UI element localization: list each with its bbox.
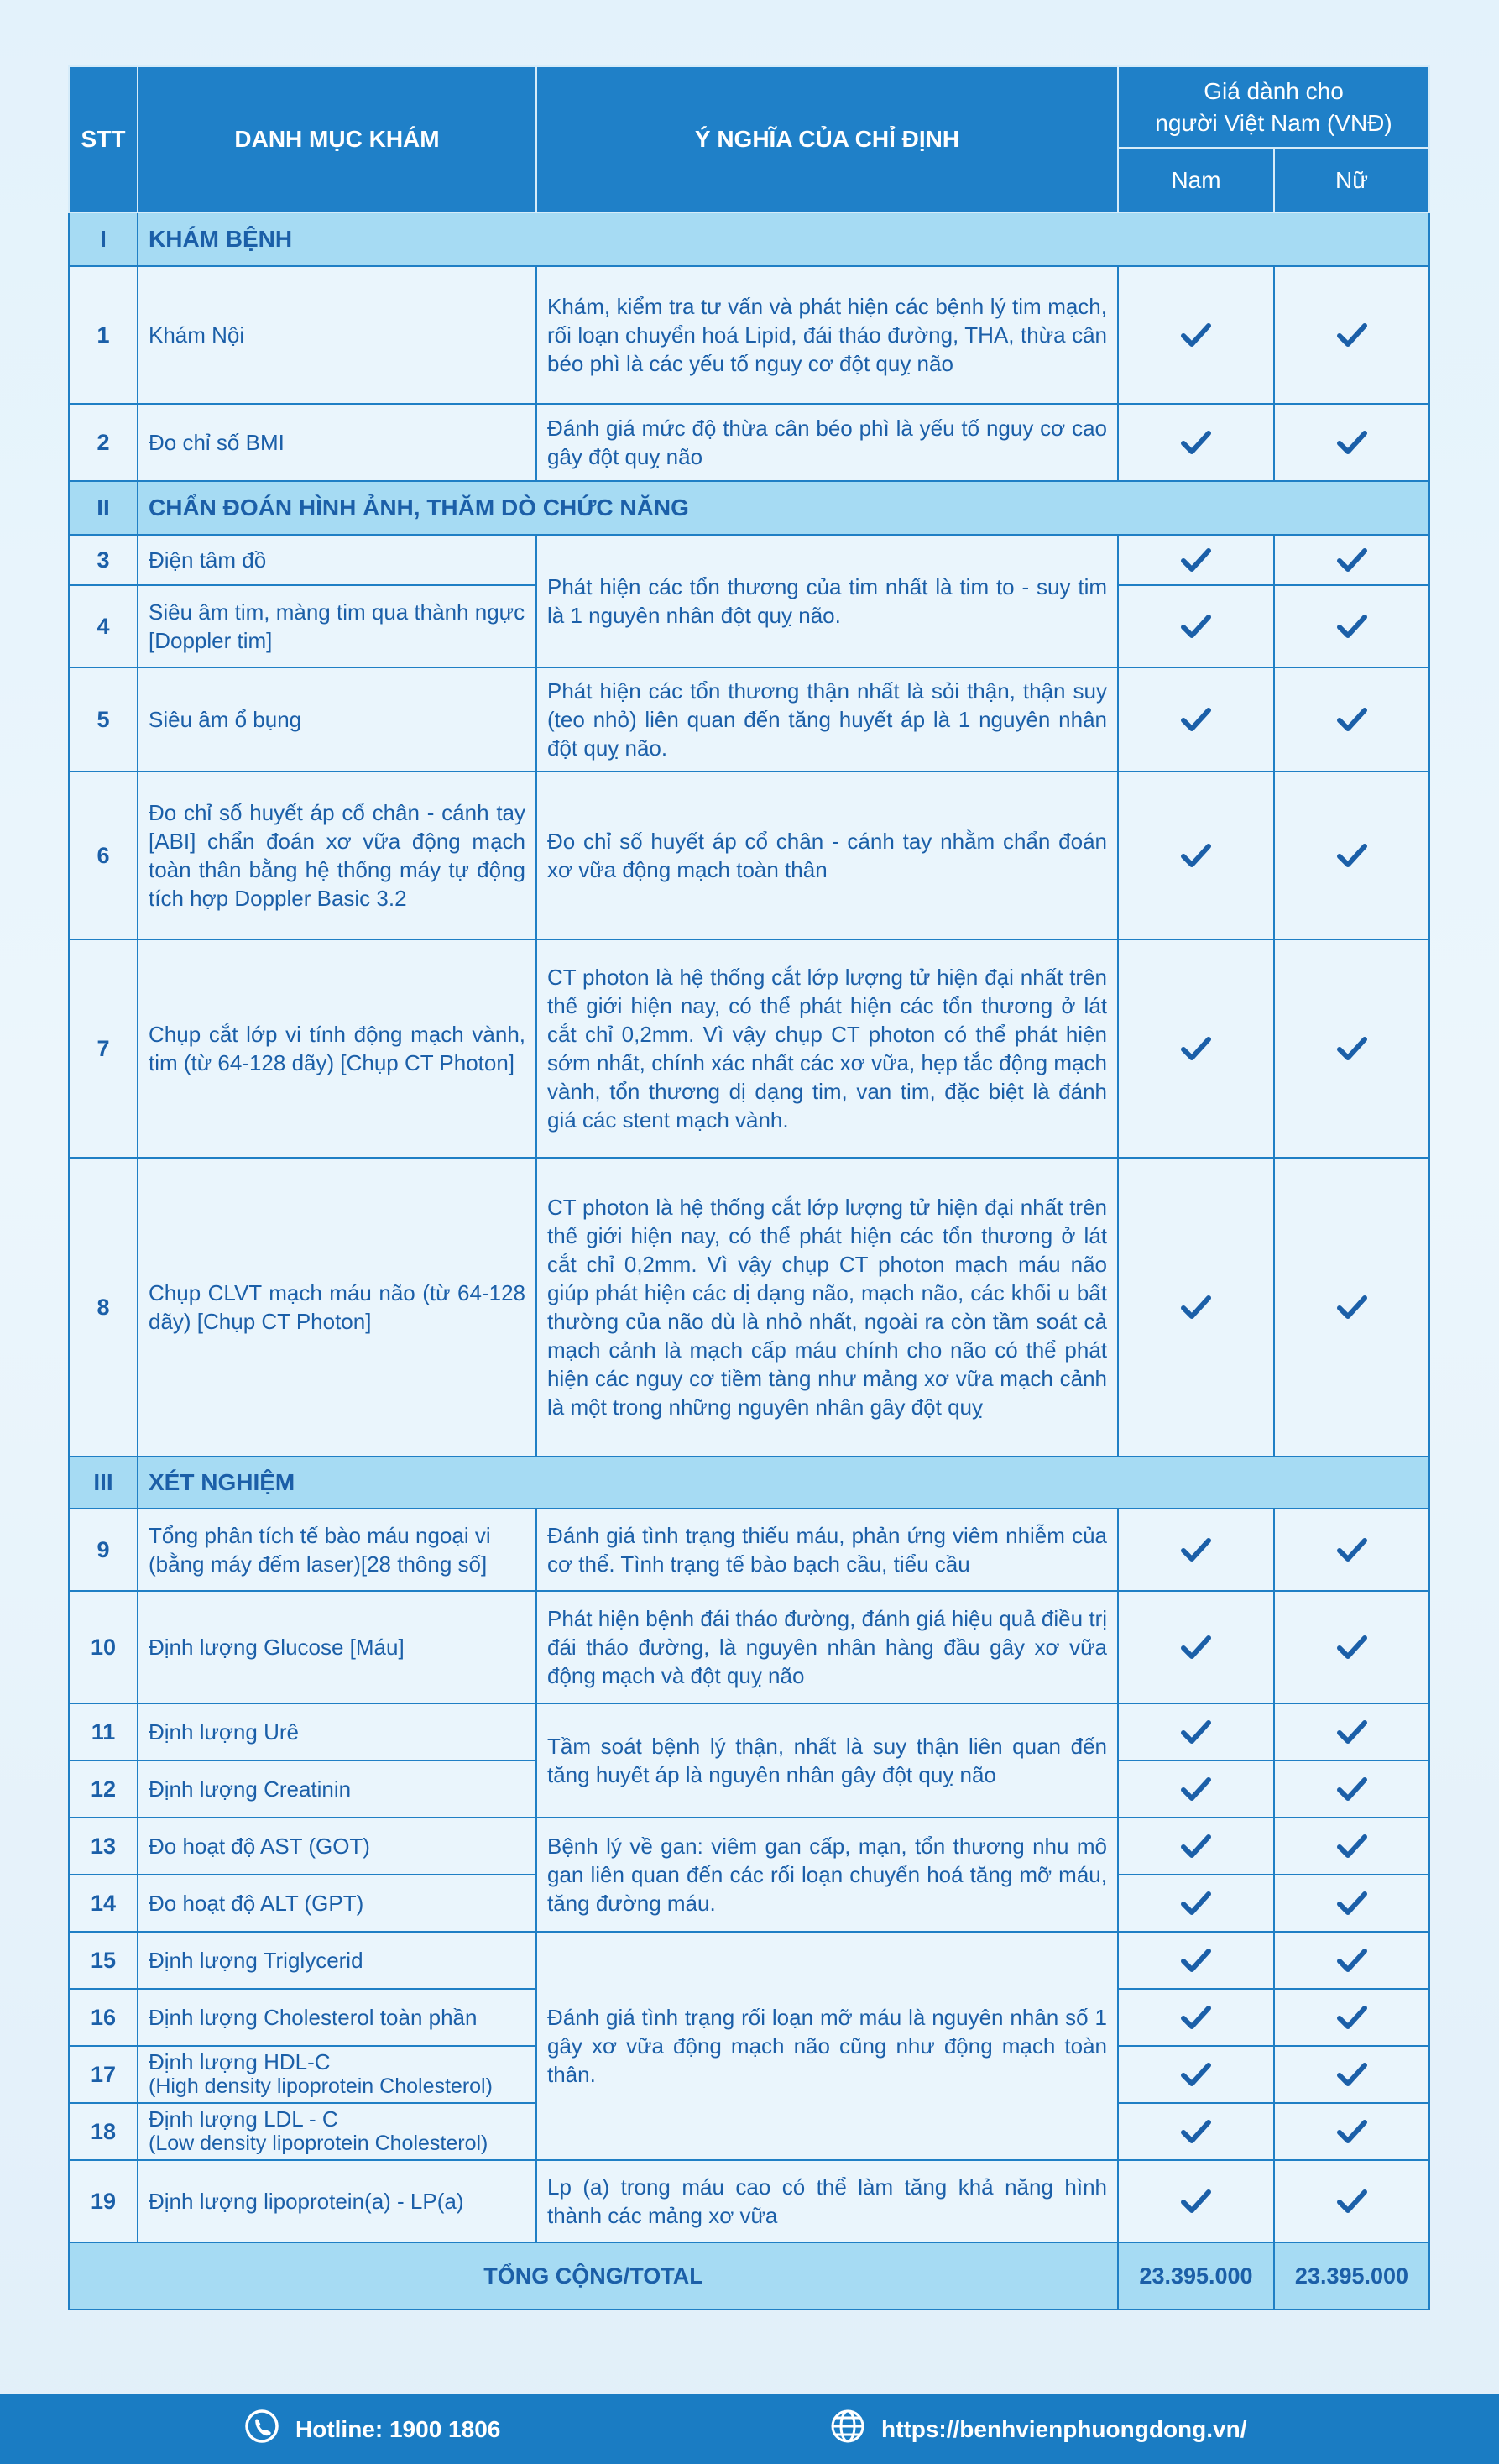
female-check [1274,1818,1429,1875]
section-title: KHÁM BỆNH [138,212,1429,266]
check-icon [1181,1890,1211,1917]
table-row [69,2160,1429,2242]
row-name: Định lượng lipoprotein(a) - LP(a) [138,2160,536,2242]
check-icon [1337,1294,1367,1321]
row-name [138,2046,536,2103]
row-meaning: Phát hiện các tổn thương của tim nhất là tim to - suy tim là 1 nguyên nhân đột quỵ não. [536,535,1118,667]
male-check [1118,404,1274,481]
section-row [69,481,1429,535]
total-female: 23.395.000 [1274,2242,1429,2310]
row-stt: 12 [69,1760,138,1818]
female-check [1274,1760,1429,1818]
check-icon [1181,429,1211,456]
check-icon [1337,842,1367,869]
footer-bar [0,2394,1499,2464]
check-icon [1337,1536,1367,1563]
row-meaning: Đánh giá tình trạng rối loạn mỡ máu là nguyên nhân số 1 gây xơ vữa động mạch não cũng như động mạch toàn thân. [536,1932,1118,2160]
female-check [1274,535,1429,585]
row-stt: 18 [69,2103,138,2160]
row-meaning: Lp (a) trong máu cao có thể làm tăng khả năng hình thành các mảng xơ vữa [536,2160,1118,2242]
check-icon [1337,1634,1367,1661]
section-title: XÉT NGHIỆM [138,1457,1429,1509]
row-stt: 5 [69,667,138,772]
check-icon [1337,1776,1367,1802]
check-icon [1337,1035,1367,1062]
total-row [69,2242,1429,2310]
check-icon [1337,613,1367,640]
male-check [1118,585,1274,667]
row-name: Đo chỉ số huyết áp cổ chân - cánh tay [ABI] chẩn đoán xơ vữa động mạch toàn thân bằng hệ thống máy tự động tích hợp Doppler Basic 3.2 [138,772,536,939]
row-name: Tổng phân tích tế bào máu ngoại vi (bằng máy đếm laser)[28 thông số] [138,1509,536,1591]
check-icon [1181,1035,1211,1062]
header-price-line1: Giá dành cho [1204,77,1344,104]
header-category: DANH MỤC KHÁM [138,66,536,212]
male-check [1118,1932,1274,1989]
check-icon [1181,547,1211,573]
check-icon [1337,547,1367,573]
row-name-sub: (Low density lipoprotein Cholesterol) [149,2132,488,2155]
check-icon [1181,613,1211,640]
row-stt: 14 [69,1875,138,1932]
header-price-line2: người Việt Nam (VNĐ) [1155,109,1392,136]
row-stt: 13 [69,1818,138,1875]
check-icon [1181,1294,1211,1321]
male-check [1118,1818,1274,1875]
check-icon [1181,2118,1211,2145]
row-stt: 1 [69,266,138,404]
male-check [1118,667,1274,772]
row-meaning: Đánh giá mức độ thừa cân béo phì là yếu tố nguy cơ cao gây đột quỵ não [536,404,1118,481]
row-name: Đo hoạt độ ALT (GPT) [138,1875,536,1932]
row-stt: 4 [69,585,138,667]
row-name: Định lượng Creatinin [138,1760,536,1818]
check-icon [1337,2004,1367,2031]
check-icon [1181,2004,1211,2031]
check-icon [1181,1719,1211,1745]
section-stt: I [69,212,138,266]
check-icon [1181,1634,1211,1661]
row-meaning: Phát hiện bệnh đái tháo đường, đánh giá hiệu quả điều trị đái tháo đường, là nguyên nhân hàng đầu gây xơ vữa động mạch và đột quỵ não [536,1591,1118,1703]
header-male: Nam [1118,148,1274,212]
row-stt: 10 [69,1591,138,1703]
header-price [1118,66,1429,148]
table-row [69,1932,1429,1989]
check-icon [1337,1947,1367,1974]
check-icon [1337,429,1367,456]
row-meaning: Đánh giá tình trạng thiếu máu, phản ứng viêm nhiễm của cơ thể. Tình trạng tế bào bạch cầu, tiểu cầu [536,1509,1118,1591]
row-name [138,2103,536,2160]
male-check [1118,772,1274,939]
check-icon [1181,842,1211,869]
section-row [69,1457,1429,1509]
table-row [69,404,1429,481]
female-check [1274,585,1429,667]
header-meaning: Ý NGHĨA CỦA CHỈ ĐỊNH [536,66,1118,212]
row-stt: 11 [69,1703,138,1760]
table-row [69,939,1429,1158]
male-check [1118,939,1274,1158]
male-check [1118,1591,1274,1703]
check-icon [1181,1776,1211,1802]
phone-icon [243,2408,295,2451]
row-name: Siêu âm tim, màng tim qua thành ngực [Doppler tim] [138,585,536,667]
row-meaning: Phát hiện các tổn thương thận nhất là sỏi thận, thận suy (teo nhỏ) liên quan đến tăng huyết áp là 1 nguyên nhân đột quỵ não. [536,667,1118,772]
row-meaning: CT photon là hệ thống cắt lớp lượng tử hiện đại nhất trên thế giới hiện nay, có thể phát hiện các tổn thương ở lát cắt chỉ 0,2mm. Vì vậy chụp CT photon có thể phát hiện sớm nhất, chính xác nhất các xơ vữa, hẹp tắc động mạch vành, tổn thương dị dạng tim, van tim, đặc biệt là đánh giá các stent mạch vành. [536,939,1118,1158]
row-name: Đo hoạt độ AST (GOT) [138,1818,536,1875]
check-icon [1181,706,1211,733]
row-name: Siêu âm ổ bụng [138,667,536,772]
male-check [1118,1875,1274,1932]
table-row [69,535,1429,585]
row-stt: 3 [69,535,138,585]
table-row [69,266,1429,404]
check-icon [1181,2061,1211,2088]
website-link[interactable] [829,2394,1247,2464]
male-check [1118,1703,1274,1760]
service-price-table [68,65,1430,2310]
check-icon [1181,1833,1211,1860]
row-stt: 17 [69,2046,138,2103]
check-icon [1181,322,1211,348]
website-text: https://benhvienphuongdong.vn/ [881,2415,1247,2442]
male-check [1118,2046,1274,2103]
row-name-main: Định lượng HDL-C [149,2049,331,2074]
section-title: CHẨN ĐOÁN HÌNH ẢNH, THĂM DÒ CHỨC NĂNG [138,481,1429,535]
table-row [69,1158,1429,1457]
row-name: Định lượng Glucose [Máu] [138,1591,536,1703]
male-check [1118,2103,1274,2160]
row-meaning: CT photon là hệ thống cắt lớp lượng tử hiện đại nhất trên thế giới hiện nay, có thể phát hiện các tổn thương ở lát cắt chỉ 0,2mm. Vì vậy chụp CT photon mạch máu não giúp phát hiện các dị dạng não, mạch não, các khối u bất thường của não dù là nhỏ nhất, ngoài ra còn tầm soát cả mạch cảnh là mạch cấp máu chính cho não có thể phát hiện các nguy cơ tiềm tàng như mảng xơ vữa mạch cảnh là một trong những nguyên nhân gây đột quỵ [536,1158,1118,1457]
table-row [69,1703,1429,1760]
row-name: Chụp cắt lớp vi tính động mạch vành, tim (từ 64-128 dãy) [Chụp CT Photon] [138,939,536,1158]
section-stt: II [69,481,138,535]
male-check [1118,2160,1274,2242]
check-icon [1337,2188,1367,2215]
female-check [1274,1875,1429,1932]
check-icon [1181,2188,1211,2215]
globe-icon [829,2408,881,2451]
female-check [1274,667,1429,772]
row-name: Định lượng Triglycerid [138,1932,536,1989]
check-icon [1337,1890,1367,1917]
row-name-main: Định lượng LDL - C [149,2106,338,2132]
row-name: Đo chỉ số BMI [138,404,536,481]
table-row [69,1591,1429,1703]
row-stt: 2 [69,404,138,481]
total-label: TỔNG CỘNG/TOTAL [69,2242,1118,2310]
row-stt: 8 [69,1158,138,1457]
female-check [1274,1158,1429,1457]
female-check [1274,1989,1429,2046]
header-female: Nữ [1274,148,1429,212]
female-check [1274,1932,1429,1989]
section-stt: III [69,1457,138,1509]
check-icon [1337,1833,1367,1860]
table-row [69,772,1429,939]
row-name: Định lượng Cholesterol toàn phần [138,1989,536,2046]
male-check [1118,1989,1274,2046]
check-icon [1181,1947,1211,1974]
table-row [69,1509,1429,1591]
row-name: Khám Nội [138,266,536,404]
female-check [1274,266,1429,404]
row-stt: 16 [69,1989,138,2046]
section-row [69,212,1429,266]
female-check [1274,1591,1429,1703]
row-meaning: Khám, kiểm tra tư vấn và phát hiện các bệnh lý tim mạch, rối loạn chuyển hoá Lipid, đái tháo đường, THA, thừa cân béo phì là các yếu tố nguy cơ đột quỵ não [536,266,1118,404]
male-check [1118,1158,1274,1457]
male-check [1118,266,1274,404]
row-meaning: Đo chỉ số huyết áp cổ chân - cánh tay nhằm chẩn đoán xơ vữa động mạch toàn thân [536,772,1118,939]
check-icon [1337,1719,1367,1745]
female-check [1274,772,1429,939]
hotline-text: Hotline: 1900 1806 [295,2415,501,2442]
row-name: Định lượng Urê [138,1703,536,1760]
row-stt: 7 [69,939,138,1158]
table-row [69,1818,1429,1875]
row-meaning: Bệnh lý về gan: viêm gan cấp, mạn, tổn thương nhu mô gan liên quan đến các rối loạn chuyển hoá tăng mỡ máu, tăng đường máu. [536,1818,1118,1932]
table-row [69,667,1429,772]
row-stt: 15 [69,1932,138,1989]
check-icon [1337,322,1367,348]
female-check [1274,1703,1429,1760]
female-check [1274,2046,1429,2103]
row-stt: 19 [69,2160,138,2242]
row-name: Điện tâm đồ [138,535,536,585]
check-icon [1337,706,1367,733]
female-check [1274,2103,1429,2160]
female-check [1274,404,1429,481]
row-stt: 9 [69,1509,138,1591]
male-check [1118,1509,1274,1591]
check-icon [1181,1536,1211,1563]
row-stt: 6 [69,772,138,939]
female-check [1274,939,1429,1158]
female-check [1274,2160,1429,2242]
row-name-sub: (High density lipoprotein Cholesterol) [149,2074,493,2098]
header-stt: STT [69,66,138,212]
hotline[interactable] [243,2394,500,2464]
row-name: Chụp CLVT mạch máu não (từ 64-128 dãy) [Chụp CT Photon] [138,1158,536,1457]
male-check [1118,1760,1274,1818]
male-check [1118,535,1274,585]
total-male: 23.395.000 [1118,2242,1274,2310]
check-icon [1337,2061,1367,2088]
check-icon [1337,2118,1367,2145]
female-check [1274,1509,1429,1591]
row-meaning: Tầm soát bệnh lý thận, nhất là suy thận liên quan đến tăng huyết áp là nguyên nhân gây đột quỵ não [536,1703,1118,1818]
